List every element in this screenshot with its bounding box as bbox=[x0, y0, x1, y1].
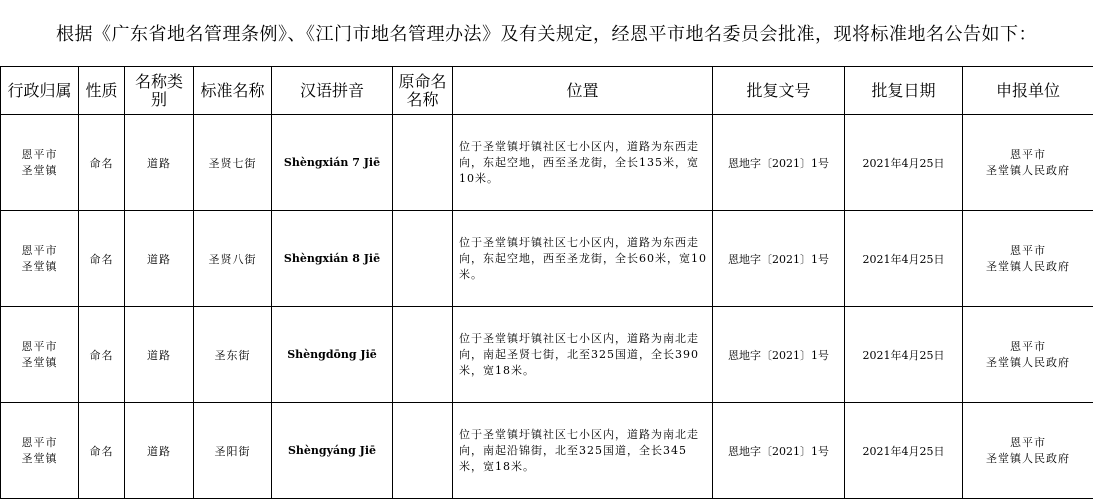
table-row bbox=[1, 403, 1093, 499]
cell-applicant bbox=[963, 211, 1093, 307]
cell-pinyin: Shèngxián 8 Jiē bbox=[272, 211, 393, 307]
applicant-office: 圣堂镇人民政府 bbox=[986, 452, 1070, 465]
admin-city: 恩平市 bbox=[22, 340, 58, 353]
header-admin: 行政归属 bbox=[1, 67, 79, 115]
header-location: 位置 bbox=[453, 67, 713, 115]
cell-admin bbox=[1, 115, 79, 211]
cell-standard-name: 圣贤八街 bbox=[194, 211, 272, 307]
admin-city: 恩平市 bbox=[22, 148, 58, 161]
cell-admin bbox=[1, 403, 79, 499]
admin-town: 圣堂镇 bbox=[22, 452, 58, 465]
notice-title: 根据《广东省地名管理条例》、《江门市地名管理办法》及有关规定，经恩平市地名委员会批准，现将标准地名公告如下： bbox=[0, 0, 1093, 67]
header-approval-number: 批复文号 bbox=[713, 67, 845, 115]
cell-approval-number: 恩地字〔2021〕1号 bbox=[713, 403, 845, 499]
cell-location: 位于圣堂镇圩镇社区七小区内，道路为南北走向，南起圣贤七街，北至325国道，全长390米，宽18米。 bbox=[453, 307, 713, 403]
applicant-city: 恩平市 bbox=[1010, 436, 1046, 449]
cell-applicant bbox=[963, 403, 1093, 499]
table-header-row bbox=[1, 67, 1093, 115]
cell-nature: 命名 bbox=[79, 307, 125, 403]
admin-city: 恩平市 bbox=[22, 436, 58, 449]
table-row bbox=[1, 211, 1093, 307]
cell-location: 位于圣堂镇圩镇社区七小区内，道路为东西走向，东起空地，西至圣龙街，全长135米，宽10米。 bbox=[453, 115, 713, 211]
admin-town: 圣堂镇 bbox=[22, 356, 58, 369]
cell-applicant bbox=[963, 307, 1093, 403]
table-row bbox=[1, 115, 1093, 211]
cell-nature: 命名 bbox=[79, 115, 125, 211]
cell-location: 位于圣堂镇圩镇社区七小区内，道路为南北走向，南起沿锦街，北至325国道，全长345米，宽18米。 bbox=[453, 403, 713, 499]
applicant-office: 圣堂镇人民政府 bbox=[986, 356, 1070, 369]
header-category: 名称类别 bbox=[125, 67, 194, 115]
header-approval-date: 批复日期 bbox=[845, 67, 963, 115]
cell-approval-date: 2021年4月25日 bbox=[845, 211, 963, 307]
cell-approval-number: 恩地字〔2021〕1号 bbox=[713, 115, 845, 211]
header-nature: 性质 bbox=[79, 67, 125, 115]
cell-approval-date: 2021年4月25日 bbox=[845, 115, 963, 211]
admin-town: 圣堂镇 bbox=[22, 260, 58, 273]
cell-standard-name: 圣贤七街 bbox=[194, 115, 272, 211]
admin-city: 恩平市 bbox=[22, 244, 58, 257]
cell-original-name bbox=[393, 115, 453, 211]
cell-approval-number: 恩地字〔2021〕1号 bbox=[713, 307, 845, 403]
cell-standard-name: 圣东街 bbox=[194, 307, 272, 403]
place-name-table bbox=[0, 66, 1093, 499]
applicant-office: 圣堂镇人民政府 bbox=[986, 164, 1070, 177]
cell-admin bbox=[1, 211, 79, 307]
cell-category: 道路 bbox=[125, 403, 194, 499]
cell-pinyin: Shèngyáng Jiē bbox=[272, 403, 393, 499]
cell-standard-name: 圣阳街 bbox=[194, 403, 272, 499]
cell-nature: 命名 bbox=[79, 403, 125, 499]
header-pinyin: 汉语拼音 bbox=[272, 67, 393, 115]
cell-applicant bbox=[963, 115, 1093, 211]
header-applicant: 申报单位 bbox=[963, 67, 1093, 115]
cell-approval-number: 恩地字〔2021〕1号 bbox=[713, 211, 845, 307]
cell-original-name bbox=[393, 403, 453, 499]
cell-nature: 命名 bbox=[79, 211, 125, 307]
table-row bbox=[1, 307, 1093, 403]
cell-original-name bbox=[393, 211, 453, 307]
cell-category: 道路 bbox=[125, 115, 194, 211]
admin-town: 圣堂镇 bbox=[22, 164, 58, 177]
applicant-city: 恩平市 bbox=[1010, 148, 1046, 161]
cell-category: 道路 bbox=[125, 307, 194, 403]
applicant-city: 恩平市 bbox=[1010, 340, 1046, 353]
cell-admin bbox=[1, 307, 79, 403]
cell-pinyin: Shèngdōng Jiē bbox=[272, 307, 393, 403]
cell-approval-date: 2021年4月25日 bbox=[845, 403, 963, 499]
cell-category: 道路 bbox=[125, 211, 194, 307]
cell-approval-date: 2021年4月25日 bbox=[845, 307, 963, 403]
header-original-name: 原命名名称 bbox=[393, 67, 453, 115]
cell-original-name bbox=[393, 307, 453, 403]
cell-location: 位于圣堂镇圩镇社区七小区内，道路为东西走向，东起空地，西至圣龙街，全长60米，宽10米。 bbox=[453, 211, 713, 307]
cell-pinyin: Shèngxián 7 Jiē bbox=[272, 115, 393, 211]
applicant-city: 恩平市 bbox=[1010, 244, 1046, 257]
applicant-office: 圣堂镇人民政府 bbox=[986, 260, 1070, 273]
header-standard-name: 标准名称 bbox=[194, 67, 272, 115]
